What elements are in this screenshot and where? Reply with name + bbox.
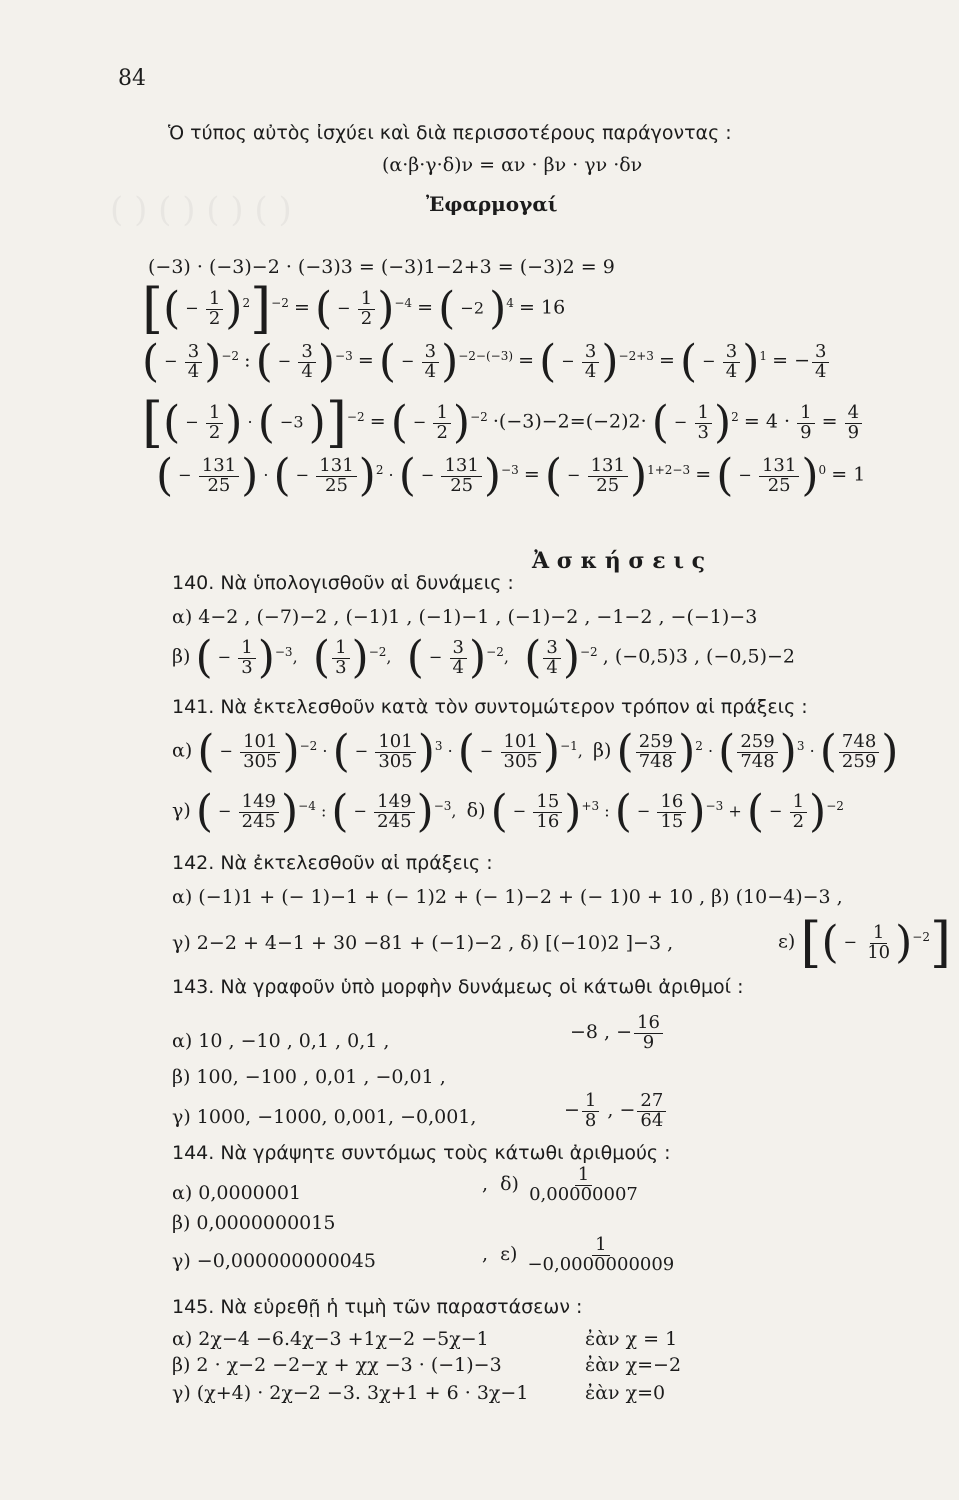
application-line-2: [( − $\frac{1}{2}$ )$^2$]$^{-2}$ = ( − $\frac{1}{2}$ )$^{-4}$ = ( −2 )$^4$ = 16 <box>142 277 566 340</box>
exercise-145-a: α) 2χ−4 −6.4χ−3 +1χ−2 −5χ−1 <box>172 1328 489 1350</box>
exercise-141-label: 141. Νὰ ἐκτελεσθοῦν κατὰ τὸν συντομώτερον τρόπον αἱ πράξεις : <box>172 696 808 718</box>
exercise-140-b: β) ( − $\frac{1}{3}$ )$^{-3}$, ( $\frac{1}{3}$ )$^{-2}$, ( − $\frac{3}{4}$ )$^{-2}$, ( $\frac{3}{4}$ )$^{-2}$ , (−0,5)3 , (−0,5)−2 <box>172 632 795 683</box>
exercise-143-a-end: −8 , − $\frac{16}{9}$ <box>570 1014 665 1053</box>
application-line-5-end: = 1 <box>831 463 866 486</box>
application-line-1: (−3) · (−3)−2 · (−3)3 = (−3)1−2+3 = (−3)2 = 9 <box>148 256 615 278</box>
exercise-142-a: α) (−1)1 + (− 1)−1 + (− 1)2 + (− 1)−2 + (− 1)0 + 10 , β) (10−4)−3 , <box>172 886 843 908</box>
exercise-144-e: , ε) $\frac{1}{-0,0000000009}$ <box>482 1234 675 1275</box>
exercise-145-g-condition: ἐὰν χ=0 <box>585 1382 666 1404</box>
exercise-141-gd: γ) ( − $\frac{149}{245}$ )$^{-4}$ : ( − $\frac{149}{245}$ )$^{-3}$, δ) ( − $\frac{15}{16}$ )$^{+3}$ : ( − $\frac{16}{15}$ )$^{-3}$ + ( − $\frac{1}{2}$ )$^{-2}$ <box>172 786 844 837</box>
exercise-143-g-end: − $\frac{1}{8}$ , − $\frac{27}{64}$ <box>564 1092 668 1131</box>
exercise-145-b-condition: ἐὰν χ=−2 <box>585 1354 682 1376</box>
exercise-142-label: 142. Νὰ ἐκτελεσθοῦν αἱ πράξεις : <box>172 852 493 874</box>
exercise-140-b-end: , (−0,5)3 , (−0,5)−2 <box>602 645 795 668</box>
exercise-144-b: β) 0,0000000015 <box>172 1212 336 1234</box>
exercise-142-e: ε) [( − $\frac{1}{10}$ )$^{-2}$] <box>778 911 952 974</box>
exercise-145-a-condition: ἐὰν χ = 1 <box>585 1328 678 1350</box>
exercise-145-label: 145. Νὰ εὑρεθῇ ἡ τιμὴ τῶν παραστάσεων : <box>172 1296 583 1318</box>
page-number: 84 <box>118 66 146 91</box>
application-line-3: ( − $\frac{3}{4}$ )$^{-2}$ : ( − $\frac{3}{4}$ )$^{-3}$ = ( − $\frac{3}{4}$ )$^{-2-(-3)}$ = ( − $\frac{3}{4}$ )$^{-2+3}$ = ( − $\frac{3}{4}$ )$^1$ = − $\frac{3}{4}$ <box>142 340 831 384</box>
exercise-144-a: α) 0,0000001 <box>172 1182 302 1204</box>
exercise-144-label: 144. Νὰ γράψητε συντόμως τοὺς κάτωθι ἀριθμούς : <box>172 1142 671 1164</box>
applications-title: Ἐφαρμογαί <box>426 192 558 216</box>
exercise-142-g: γ) 2−2 + 4−1 + 30 −81 + (−1)−2 , δ) [(−10)2 ]−3 , <box>172 932 674 954</box>
exercise-143-a: α) 10 , −10 , 0,1 , 0,1 , <box>172 1030 390 1052</box>
exercise-143-b: β) 100, −100 , 0,01 , −0,01 , <box>172 1066 446 1088</box>
exercise-140-label: 140. Νὰ ὑπολογισθοῦν αἱ δυνάμεις : <box>172 572 514 594</box>
application-line-5: ( − $\frac{131}{25}$ ) · ( − $\frac{131}{25}$ )$^2$ · ( − $\frac{131}{25}$ )$^{-3}$ = ( − $\frac{131}{25}$ )$^{1+2-3}$ = ( − $\frac{131}{25}$ )$^0$ = 1 <box>156 450 866 501</box>
intro-text: Ὁ τύπος αὐτὸς ἰσχύει καὶ διὰ περισσοτέρους παράγοντας : <box>168 122 732 144</box>
exercise-143-label: 143. Νὰ γραφοῦν ὑπὸ μορφὴν δυνάμεως οἱ κάτωθι ἀριθμοί : <box>172 976 744 998</box>
exercise-140-a: α) 4−2 , (−7)−2 , (−1)1 , (−1)−1 , (−1)−2 , −1−2 , −(−1)−3 <box>172 606 758 628</box>
exercises-title: Ἀ σ κ ή σ ε ι ς <box>532 548 706 574</box>
exercise-144-g: γ) −0,000000000045 <box>172 1250 376 1272</box>
application-line-2-result: = 16 <box>519 296 566 319</box>
intro-formula: (α·β·γ·δ)ν = αν · βν · γν ·δν <box>382 154 643 176</box>
exercise-145-g: γ) (χ+4) · 2χ−2 −3. 3χ+1 + 6 · 3χ−1 <box>172 1382 529 1404</box>
application-line-4-mid: ·(−3)−2=(−2)2· <box>492 410 647 433</box>
show-through-text: ( ) ( ) ( ) ( ) <box>110 190 292 230</box>
exercise-143-g: γ) 1000, −1000, 0,001, −0,001, <box>172 1106 477 1128</box>
exercise-141-ab: α) ( − $\frac{101}{305}$ )$^{-2}$ · ( − $\frac{101}{305}$ )$^3$ · ( − $\frac{101}{305}$ )$^{-1}$, β) ( $\frac{259}{748}$ )$^2$ · ( $\frac{259}{748}$ )$^3$ · ( $\frac{748}{259}$ ) <box>172 726 899 777</box>
exercise-144-d: , δ) $\frac{1}{0,00000007}$ <box>482 1164 638 1205</box>
application-line-4: [( − $\frac{1}{2}$ ) · ( −3 )]$^{-2}$ = ( − $\frac{1}{2}$ )$^{-2}$ ·(−3)−2=(−2)2· ( − $\frac{1}{3}$ )$^2$ = 4 · $\frac{1}{9}$ = $\frac{4}{9}$ <box>142 396 864 450</box>
exercise-145-b: β) 2 · χ−2 −2−χ + χχ −3 · (−1)−3 <box>172 1354 502 1376</box>
